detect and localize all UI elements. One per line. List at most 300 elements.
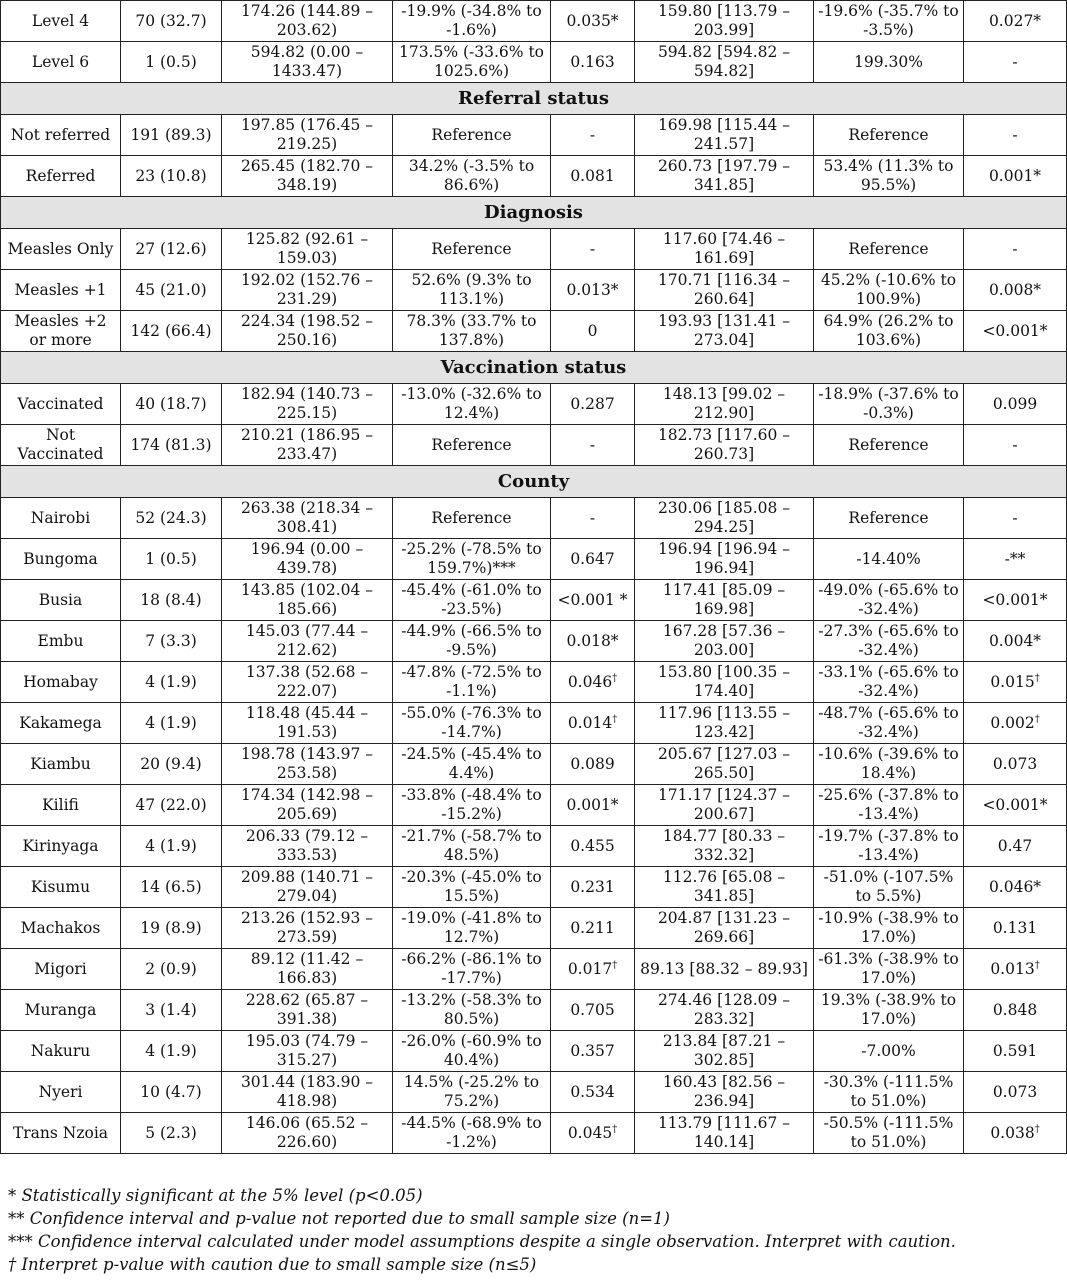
cell-adjusted-p-value — [964, 580, 1067, 621]
cell-category — [1, 990, 121, 1031]
cell-text: -26.0% (-60.9% to 40.4%) — [401, 1032, 542, 1069]
table-row — [1, 384, 1067, 425]
cell-adjusted-p-value — [964, 425, 1067, 466]
cell-estimate-ci — [222, 156, 393, 197]
cell-text: -19.9% (-34.8% to -1.6%) — [401, 2, 542, 39]
cell-text: -13.2% (-58.3% to 80.5%) — [401, 991, 542, 1028]
cell-text: Reference — [431, 239, 512, 258]
cell-text: 125.82 (92.61 – 159.03) — [245, 230, 369, 267]
cell-text: - — [1012, 508, 1018, 527]
footnote-significance: * Statistically significant at the 5% level (p<0.05) — [8, 1186, 423, 1205]
cell-text: 159.80 [113.79 – 203.99] — [657, 2, 791, 39]
cell-text: Reference — [848, 508, 929, 527]
cell-p-value — [551, 1072, 635, 1113]
cell-text: Referred — [25, 166, 96, 185]
cell-p-value — [551, 498, 635, 539]
cell-n-percent — [121, 744, 222, 785]
cell-percent-change — [393, 990, 551, 1031]
cell-percent-change — [393, 949, 551, 990]
cell-category — [1, 229, 121, 270]
section-header-row — [1, 352, 1067, 384]
cell-median-iqr — [635, 1113, 814, 1154]
cell-adjusted-p-value — [964, 703, 1067, 744]
cell-category — [1, 1031, 121, 1072]
cell-n-percent — [121, 1072, 222, 1113]
cell-text: <0.001* — [982, 590, 1048, 609]
dagger-mark: † — [1034, 959, 1040, 971]
cell-text: -27.3% (-65.6% to -32.4%) — [818, 622, 959, 659]
cell-text: 0.131 — [992, 918, 1038, 937]
cell-estimate-ci — [222, 703, 393, 744]
cell-text: 3 (1.4) — [145, 1000, 197, 1019]
cell-text: 170.71 [116.34 – 260.64] — [657, 271, 791, 308]
cell-estimate-ci — [222, 826, 393, 867]
cell-estimate-ci — [222, 539, 393, 580]
cell-adjusted-p-value — [964, 498, 1067, 539]
cell-adjusted-change — [814, 621, 964, 662]
cell-text: 224.34 (198.52 – 250.16) — [240, 312, 374, 349]
cell-estimate-ci — [222, 311, 393, 352]
cell-adjusted-change — [814, 229, 964, 270]
cell-text: 260.73 [197.79 – 341.85] — [657, 157, 791, 194]
cell-text: 0.081 — [570, 166, 615, 185]
cell-adjusted-change — [814, 580, 964, 621]
cell-adjusted-change — [814, 1113, 964, 1154]
cell-text: -47.8% (-72.5% to -1.1%) — [401, 663, 542, 700]
cell-p-value — [551, 908, 635, 949]
cell-adjusted-p-value — [964, 1113, 1067, 1154]
dagger-mark: † — [612, 959, 618, 971]
cell-text: 0.027* — [988, 11, 1042, 30]
cell-adjusted-change — [814, 311, 964, 352]
cell-adjusted-change — [814, 498, 964, 539]
cell-n-percent — [121, 867, 222, 908]
cell-percent-change — [393, 384, 551, 425]
cell-text: - — [1012, 435, 1018, 454]
cell-text: 118.48 (45.44 – 191.53) — [245, 704, 369, 741]
table-row — [1, 539, 1067, 580]
cell-estimate-ci — [222, 1113, 393, 1154]
cell-text: 160.43 [82.56 – 236.94] — [662, 1073, 786, 1110]
cell-n-percent — [121, 1031, 222, 1072]
cell-adjusted-change — [814, 42, 964, 83]
cell-text: 146.06 (65.52 – 226.60) — [245, 1114, 369, 1151]
cell-p-value — [551, 662, 635, 703]
cell-median-iqr — [635, 949, 814, 990]
cell-estimate-ci — [222, 229, 393, 270]
cell-percent-change — [393, 662, 551, 703]
cell-p-value — [551, 703, 635, 744]
cell-p-value — [551, 826, 635, 867]
cell-text: -33.8% (-48.4% to -15.2%) — [401, 786, 542, 823]
cell-percent-change — [393, 867, 551, 908]
cell-text: -30.3% (-111.5% to 51.0%) — [823, 1073, 954, 1110]
cell-median-iqr — [635, 311, 814, 352]
cell-text: <0.001 * — [557, 590, 628, 609]
cell-text: 174.26 (144.89 – 203.62) — [240, 2, 374, 39]
cell-median-iqr — [635, 156, 814, 197]
cell-n-percent — [121, 662, 222, 703]
cell-median-iqr — [635, 539, 814, 580]
cell-text: -19.7% (-37.8% to -13.4%) — [818, 827, 959, 864]
cell-p-value — [551, 539, 635, 580]
cell-percent-change — [393, 785, 551, 826]
cell-median-iqr — [635, 580, 814, 621]
cell-text: -7.00% — [861, 1041, 916, 1060]
cell-text: 0.015 — [990, 672, 1035, 691]
cell-category — [1, 949, 121, 990]
cell-category — [1, 115, 121, 156]
cell-adjusted-change — [814, 1, 964, 42]
cell-text: 19.3% (-38.9% to 17.0%) — [820, 991, 957, 1028]
cell-estimate-ci — [222, 270, 393, 311]
cell-text: Kisumu — [30, 877, 91, 896]
cell-text: Reference — [848, 239, 929, 258]
cell-text: 0.848 — [992, 1000, 1038, 1019]
cell-text: Kilifi — [42, 795, 79, 814]
cell-text: 4 (1.9) — [145, 1041, 197, 1060]
cell-category — [1, 621, 121, 662]
table-row — [1, 1, 1067, 42]
cell-text: 0.002 — [990, 713, 1035, 732]
cell-category — [1, 662, 121, 703]
cell-text: 64.9% (26.2% to 103.6%) — [823, 312, 954, 349]
cell-text: 301.44 (183.90 – 418.98) — [240, 1073, 374, 1110]
cell-median-iqr — [635, 1031, 814, 1072]
cell-category — [1, 703, 121, 744]
cell-adjusted-p-value — [964, 115, 1067, 156]
cell-text: Nairobi — [30, 508, 91, 527]
table-row — [1, 908, 1067, 949]
cell-adjusted-p-value — [964, 42, 1067, 83]
footnote-model-assumptions: *** Confidence interval calculated under model assumptions despite a single observation. Interpret with caution. — [8, 1232, 956, 1251]
cell-text: Homabay — [23, 672, 98, 691]
cell-text: -10.9% (-38.9% to 17.0%) — [818, 909, 959, 946]
cell-adjusted-change — [814, 867, 964, 908]
cell-estimate-ci — [222, 867, 393, 908]
cell-text: 0.017 — [567, 959, 613, 978]
cell-n-percent — [121, 425, 222, 466]
cell-category — [1, 744, 121, 785]
cell-text: 52.6% (9.3% to 113.1%) — [411, 271, 532, 308]
cell-text: 52 (24.3) — [135, 508, 207, 527]
cell-text: Trans Nzoia — [12, 1123, 109, 1142]
cell-text: - — [589, 435, 596, 454]
cell-median-iqr — [635, 621, 814, 662]
cell-text: 7 (3.3) — [145, 631, 197, 650]
cell-n-percent — [121, 580, 222, 621]
cell-text: -49.0% (-65.6% to -32.4%) — [818, 581, 959, 618]
section-header: Vaccination status — [1, 352, 1067, 384]
cell-text: 89.12 (11.42 – 166.83) — [250, 950, 364, 987]
cell-text: <0.001* — [982, 321, 1048, 340]
cell-adjusted-p-value — [964, 621, 1067, 662]
cell-text: 40 (18.7) — [135, 394, 207, 413]
cell-n-percent — [121, 270, 222, 311]
cell-text: 169.98 [115.44 – 241.57] — [657, 116, 791, 153]
cell-adjusted-p-value — [964, 156, 1067, 197]
cell-estimate-ci — [222, 662, 393, 703]
cell-adjusted-p-value — [964, 1031, 1067, 1072]
table-row — [1, 744, 1067, 785]
cell-text: -44.5% (-68.9% to -1.2%) — [401, 1114, 542, 1151]
cell-text: 10 (4.7) — [140, 1082, 202, 1101]
cell-text: 206.33 (79.12 – 333.53) — [245, 827, 369, 864]
cell-text: - — [1012, 125, 1018, 144]
section-header: Diagnosis — [1, 197, 1067, 229]
cell-percent-change — [393, 908, 551, 949]
cell-median-iqr — [635, 115, 814, 156]
cell-adjusted-change — [814, 1072, 964, 1113]
cell-text: 0.013 — [990, 959, 1035, 978]
table-row — [1, 990, 1067, 1031]
cell-text: Bungoma — [23, 549, 98, 568]
cell-text: 0.046* — [988, 877, 1042, 896]
cell-category — [1, 867, 121, 908]
cell-median-iqr — [635, 744, 814, 785]
cell-text: -44.9% (-66.5% to -9.5%) — [401, 622, 542, 659]
cell-text: Busia — [38, 590, 83, 609]
cell-text: -** — [1004, 549, 1026, 568]
cell-text: Reference — [848, 435, 929, 454]
table-row — [1, 785, 1067, 826]
cell-text: 142 (66.4) — [130, 321, 212, 340]
cell-n-percent — [121, 785, 222, 826]
cell-percent-change — [393, 621, 551, 662]
cell-category — [1, 384, 121, 425]
cell-text: 27 (12.6) — [135, 239, 207, 258]
cell-text: 0 — [587, 321, 598, 340]
cell-text: Measles +1 — [14, 280, 107, 299]
cell-adjusted-change — [814, 156, 964, 197]
cell-percent-change — [393, 1, 551, 42]
cell-text: 5 (2.3) — [145, 1123, 197, 1142]
cell-text: 171.17 [124.37 – 200.67] — [657, 786, 791, 823]
table-row — [1, 156, 1067, 197]
cell-n-percent — [121, 826, 222, 867]
section-header: County — [1, 466, 1067, 498]
cell-median-iqr — [635, 1, 814, 42]
cell-text: Kiambu — [30, 754, 91, 773]
cell-percent-change — [393, 744, 551, 785]
cell-adjusted-change — [814, 703, 964, 744]
cell-adjusted-change — [814, 826, 964, 867]
cell-text: Not Vaccinated — [17, 426, 104, 463]
cell-p-value — [551, 384, 635, 425]
cell-median-iqr — [635, 1072, 814, 1113]
cell-text: 182.73 [117.60 – 260.73] — [657, 426, 791, 463]
cell-text: 19 (8.9) — [140, 918, 202, 937]
cell-n-percent — [121, 621, 222, 662]
cell-text: Nyeri — [38, 1082, 83, 1101]
cell-text: 145.03 (77.44 – 212.62) — [245, 622, 369, 659]
cell-text: 0.014 — [567, 713, 613, 732]
cell-text: 14.5% (-25.2% to 75.2%) — [403, 1073, 540, 1110]
cell-text: 0.089 — [570, 754, 615, 773]
cell-text: 4 (1.9) — [145, 836, 197, 855]
table-row — [1, 115, 1067, 156]
cell-category — [1, 498, 121, 539]
table-row — [1, 229, 1067, 270]
table-row — [1, 270, 1067, 311]
dagger-mark: † — [1034, 672, 1040, 684]
cell-text: Machakos — [20, 918, 101, 937]
cell-text: 594.82 (0.00 – 1433.47) — [250, 43, 364, 80]
section-header: Referral status — [1, 83, 1067, 115]
cell-text: 0.035* — [566, 11, 619, 30]
cell-adjusted-p-value — [964, 270, 1067, 311]
cell-text: 195.03 (74.79 – 315.27) — [245, 1032, 369, 1069]
table-row — [1, 42, 1067, 83]
cell-percent-change — [393, 311, 551, 352]
cell-percent-change — [393, 42, 551, 83]
cell-category — [1, 580, 121, 621]
cell-median-iqr — [635, 384, 814, 425]
cell-text: 153.80 [100.35 – 174.40] — [657, 663, 791, 700]
cell-estimate-ci — [222, 1031, 393, 1072]
cell-percent-change — [393, 539, 551, 580]
cell-text: -51.0% (-107.5% to 5.5%) — [823, 868, 954, 905]
cell-category — [1, 908, 121, 949]
table-row — [1, 1031, 1067, 1072]
cell-estimate-ci — [222, 908, 393, 949]
cell-text: -50.5% (-111.5% to 51.0%) — [823, 1114, 954, 1151]
cell-text: 230.06 [185.08 – 294.25] — [657, 499, 791, 536]
cell-text: 0.038 — [990, 1123, 1035, 1142]
cell-p-value — [551, 990, 635, 1031]
cell-p-value — [551, 621, 635, 662]
cell-text: -45.4% (-61.0% to -23.5%) — [401, 581, 542, 618]
cell-median-iqr — [635, 498, 814, 539]
cell-p-value — [551, 42, 635, 83]
cell-estimate-ci — [222, 115, 393, 156]
cell-n-percent — [121, 990, 222, 1031]
cell-adjusted-p-value — [964, 1072, 1067, 1113]
cell-n-percent — [121, 949, 222, 990]
cell-text: 0.001* — [988, 166, 1042, 185]
cell-text: 18 (8.4) — [140, 590, 202, 609]
cell-text: Reference — [431, 125, 512, 144]
cell-p-value — [551, 949, 635, 990]
cell-text: 192.02 (152.76 – 231.29) — [240, 271, 374, 308]
cell-p-value — [551, 270, 635, 311]
cell-adjusted-change — [814, 115, 964, 156]
table-body — [1, 1, 1067, 1154]
cell-adjusted-p-value — [964, 1, 1067, 42]
cell-text: - — [589, 508, 596, 527]
cell-text: 210.21 (186.95 – 233.47) — [240, 426, 374, 463]
cell-estimate-ci — [222, 744, 393, 785]
table-row — [1, 1113, 1067, 1154]
cell-median-iqr — [635, 867, 814, 908]
cell-text: 0.073 — [992, 1082, 1038, 1101]
cell-estimate-ci — [222, 580, 393, 621]
table-row — [1, 662, 1067, 703]
cell-estimate-ci — [222, 425, 393, 466]
cell-n-percent — [121, 115, 222, 156]
cell-text: -24.5% (-45.4% to 4.4%) — [401, 745, 542, 782]
cell-text: -10.6% (-39.6% to 18.4%) — [818, 745, 959, 782]
cell-text: - — [589, 239, 596, 258]
table-row — [1, 425, 1067, 466]
cell-percent-change — [393, 1031, 551, 1072]
cell-text: 197.85 (176.45 – 219.25) — [240, 116, 374, 153]
cell-percent-change — [393, 580, 551, 621]
cell-text: Reference — [848, 125, 929, 144]
cell-text: 213.26 (152.93 – 273.59) — [240, 909, 374, 946]
cell-estimate-ci — [222, 785, 393, 826]
cell-estimate-ci — [222, 949, 393, 990]
table-row — [1, 311, 1067, 352]
cell-n-percent — [121, 1113, 222, 1154]
cell-estimate-ci — [222, 384, 393, 425]
cell-n-percent — [121, 384, 222, 425]
cell-adjusted-change — [814, 384, 964, 425]
cell-text: 198.78 (143.97 – 253.58) — [240, 745, 374, 782]
cell-p-value — [551, 1113, 635, 1154]
cell-category — [1, 156, 121, 197]
cell-text: -48.7% (-65.6% to -32.4%) — [818, 704, 959, 741]
cell-text: 112.76 [65.08 – 341.85] — [662, 868, 786, 905]
cell-percent-change — [393, 1113, 551, 1154]
cell-text: 196.94 [196.94 – 196.94] — [657, 540, 791, 577]
cell-text: 274.46 [128.09 – 283.32] — [657, 991, 791, 1028]
footnotes — [8, 1184, 1063, 1276]
cell-text: Level 4 — [31, 11, 90, 30]
cell-category — [1, 42, 121, 83]
cell-estimate-ci — [222, 1072, 393, 1113]
cell-text: 193.93 [131.41 – 273.04] — [657, 312, 791, 349]
cell-text: 196.94 (0.00 – 439.78) — [250, 540, 364, 577]
cell-text: 0.001* — [566, 795, 619, 814]
cell-text: 89.13 [88.32 – 89.93] — [640, 959, 808, 978]
cell-text: -19.6% (-35.7% to -3.5%) — [818, 2, 959, 39]
cell-adjusted-p-value — [964, 785, 1067, 826]
cell-text: 4 (1.9) — [145, 672, 197, 691]
cell-text: 0.357 — [570, 1041, 615, 1060]
cell-percent-change — [393, 703, 551, 744]
cell-text: 199.30% — [854, 52, 923, 71]
cell-median-iqr — [635, 990, 814, 1031]
cell-text: 594.82 [594.82 – 594.82] — [657, 43, 791, 80]
cell-estimate-ci — [222, 1, 393, 42]
cell-p-value — [551, 115, 635, 156]
cell-n-percent — [121, 311, 222, 352]
cell-text: -18.9% (-37.6% to -0.3%) — [818, 385, 959, 422]
cell-text: - — [1012, 52, 1018, 71]
cell-text: 4 (1.9) — [145, 713, 197, 732]
cell-p-value — [551, 744, 635, 785]
cell-adjusted-change — [814, 908, 964, 949]
cell-text: 0.647 — [570, 549, 615, 568]
cell-text: 53.4% (11.3% to 95.5%) — [823, 157, 954, 194]
cell-category — [1, 270, 121, 311]
cell-n-percent — [121, 498, 222, 539]
cell-median-iqr — [635, 826, 814, 867]
cell-adjusted-p-value — [964, 229, 1067, 270]
table-row — [1, 621, 1067, 662]
cell-median-iqr — [635, 229, 814, 270]
cell-category — [1, 1113, 121, 1154]
cell-p-value — [551, 425, 635, 466]
cell-text: Measles +2 or more — [14, 312, 107, 349]
cell-percent-change — [393, 229, 551, 270]
cell-text: 45 (21.0) — [135, 280, 207, 299]
cell-n-percent — [121, 1, 222, 42]
table-row — [1, 498, 1067, 539]
cell-n-percent — [121, 229, 222, 270]
cell-p-value — [551, 1, 635, 42]
